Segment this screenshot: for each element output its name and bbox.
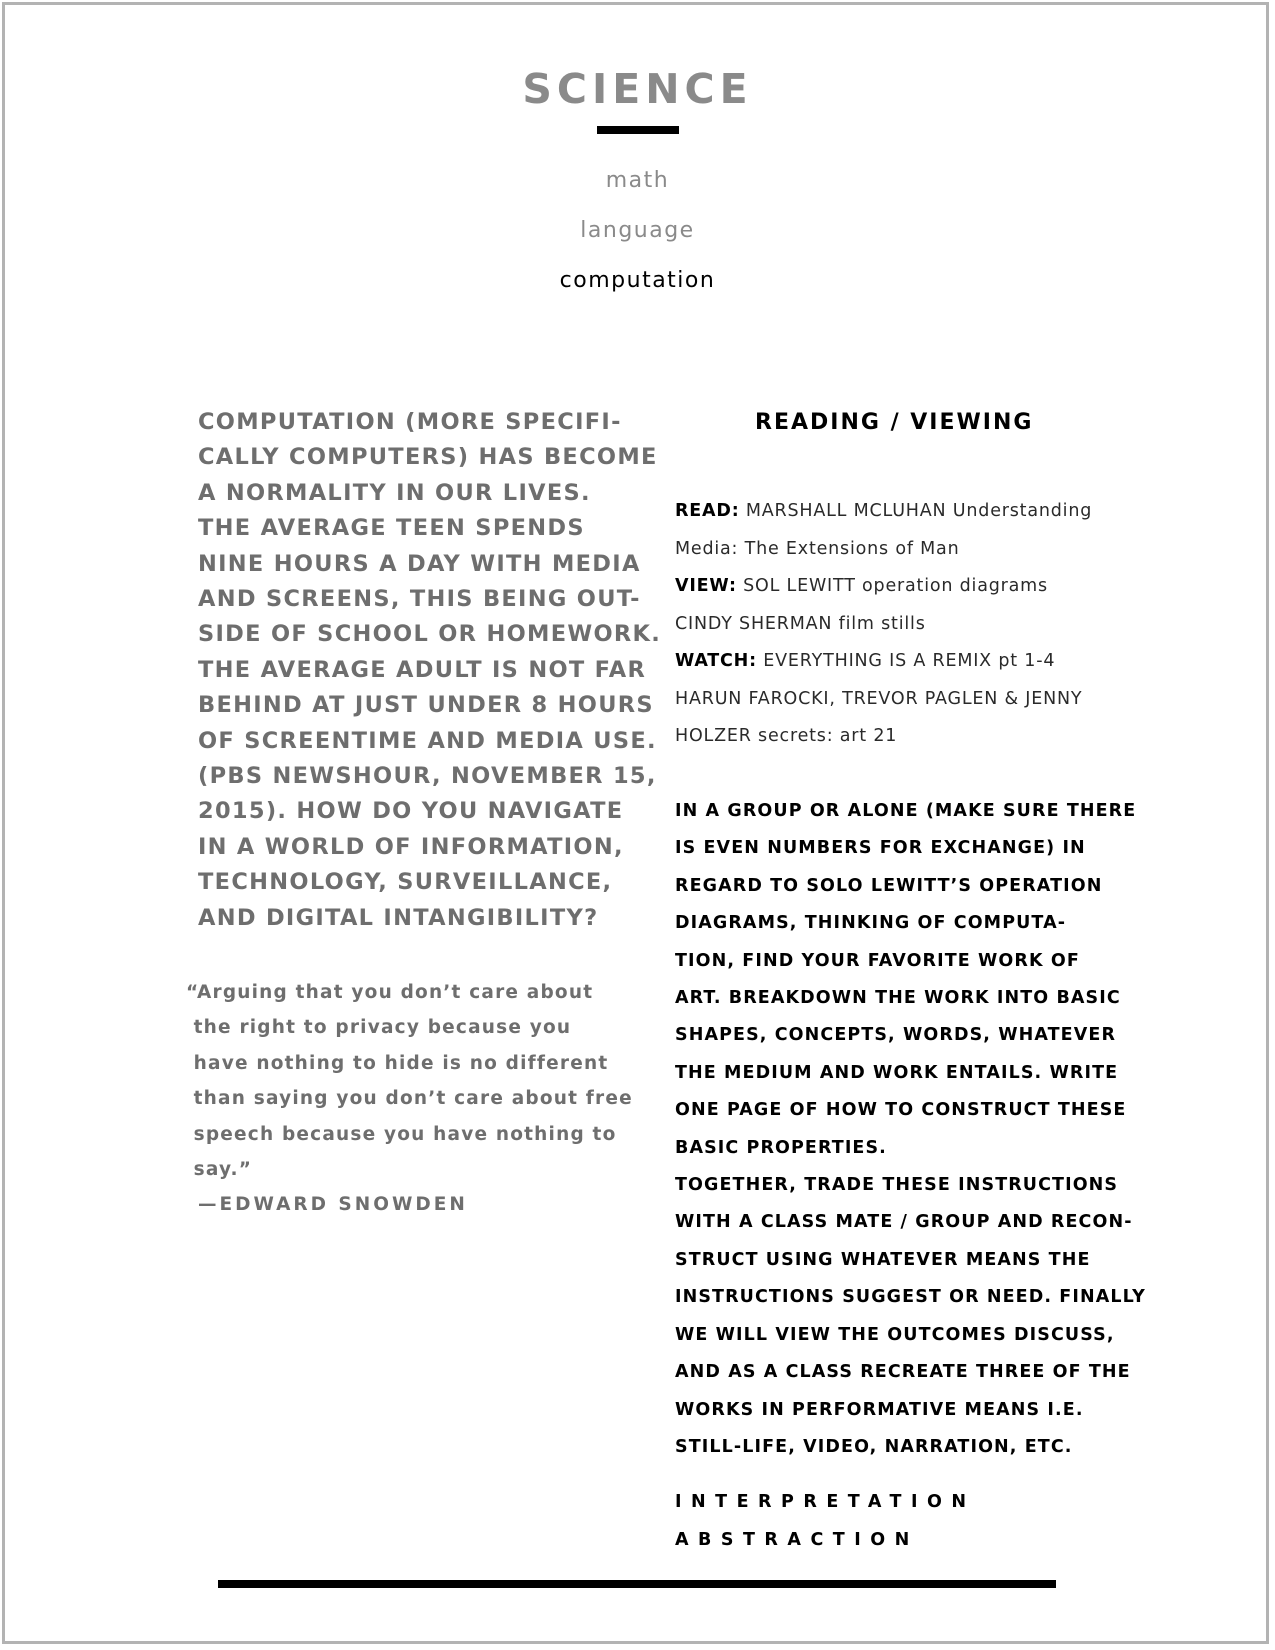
- watch-text-cont-1: HARUN FAROCKI, TREVOR PAGLEN & JENNY: [675, 688, 1083, 709]
- subject-nav: [0, 156, 1275, 306]
- reading-row-view: [675, 568, 1095, 606]
- reading-row-watch-cont-2: [675, 718, 1095, 756]
- assignment-instructions: IN A GROUP OR ALONE (MAKE SURE THERE IS EVEN NUMBERS FOR EXCHANGE) IN REGARD TO SOLO LEWITT’S OPERATION DIAGRAMS, THINKING OF COMPUTA- TION, FIND YOUR FAVORITE WORK OF ART. BREAKDOWN THE WORK INTO BASIC SHAPES, CONCEPTS, WORDS, WHATEVER THE MEDIUM AND WORK ENTAILS. WRITE ONE PAGE OF HOW TO CONSTRUCT THESE BASIC PROPERTIES. TOGETHER, TRADE THESE INSTRUCTIONS WITH A CLASS MATE / GROUP AND RECON- STRUCT USING WHATEVER MEANS THE INSTRUCTIONS SUGGEST OR NEED. FINALLY WE WILL VIEW THE OUTCOMES DISCUSS, AND AS A CLASS RECREATE THREE OF THE WORKS IN PERFORMATIVE MEANS I.E. STILL-LIFE, VIDEO, NARRATION, ETC.: [675, 801, 1146, 1457]
- view-text-cont: CINDY SHERMAN film stills: [675, 613, 926, 634]
- keyword-abstraction: ABSTRACTION: [675, 1529, 919, 1550]
- view-label: VIEW:: [675, 576, 737, 596]
- read-text: MARSHALL MCLUHAN Understanding: [739, 501, 1093, 521]
- read-text-cont: Media: The Extensions of Man: [675, 538, 960, 559]
- subnav-item-computation: computation: [559, 268, 716, 293]
- intro-section: [198, 405, 662, 936]
- reading-viewing-heading: READING / VIEWING: [755, 410, 1034, 435]
- watch-text-cont-2: HOLZER secrets: art 21: [675, 726, 898, 746]
- subnav-item-math: math: [605, 168, 670, 193]
- view-text: SOL LEWITT operation diagrams: [736, 576, 1048, 596]
- keywords-list: [675, 1484, 976, 1559]
- reading-row-watch: [675, 643, 1095, 681]
- intro-paragraph: COMPUTATION (MORE SPECIFI- CALLY COMPUTERS) HAS BECOME A NORMALITY IN OUR LIVES. THE AVERAGE TEEN SPENDS NINE HOURS A DAY WITH MEDIA AND SCREENS, THIS BEING OUT- SIDE OF SCHOOL OR HOMEWORK. THE AVERAGE ADULT IS NOT FAR BEHIND AT JUST UNDER 8 HOURS OF SCREENTIME AND MEDIA USE. (PBS NEWSHOUR, NOVEMBER 15, 2015). HOW DO YOU NAVIGATE IN A WORLD OF INFORMATION, TECHNOLOGY, SURVEILLANCE, AND DIGITAL INTANGIBILITY?: [198, 409, 662, 931]
- snowden-quote: “Arguing that you don’t care about the right to privacy because you have nothing to hide is no different than saying you don’t care about free speech because you have nothing to say.”: [186, 982, 633, 1181]
- subnav-item-language: language: [580, 218, 695, 243]
- reading-row-read-cont: [675, 531, 1095, 569]
- watch-text: EVERYTHING IS A REMIX pt 1-4: [756, 651, 1056, 671]
- title-underline: [597, 126, 679, 134]
- reading-list: [675, 493, 1095, 756]
- read-label: READ:: [675, 501, 740, 521]
- page-header: [0, 62, 1275, 306]
- reading-row-read: [675, 493, 1095, 531]
- bottom-rule: [218, 1580, 1056, 1588]
- reading-row-view-cont: [675, 606, 1095, 644]
- page-title: SCIENCE: [522, 65, 753, 113]
- reading-row-watch-cont-1: [675, 681, 1095, 719]
- keyword-interpretation: INTERPRETATION: [675, 1492, 976, 1512]
- quote-author: —EDWARD SNOWDEN: [198, 1194, 468, 1215]
- watch-label: WATCH:: [675, 651, 757, 671]
